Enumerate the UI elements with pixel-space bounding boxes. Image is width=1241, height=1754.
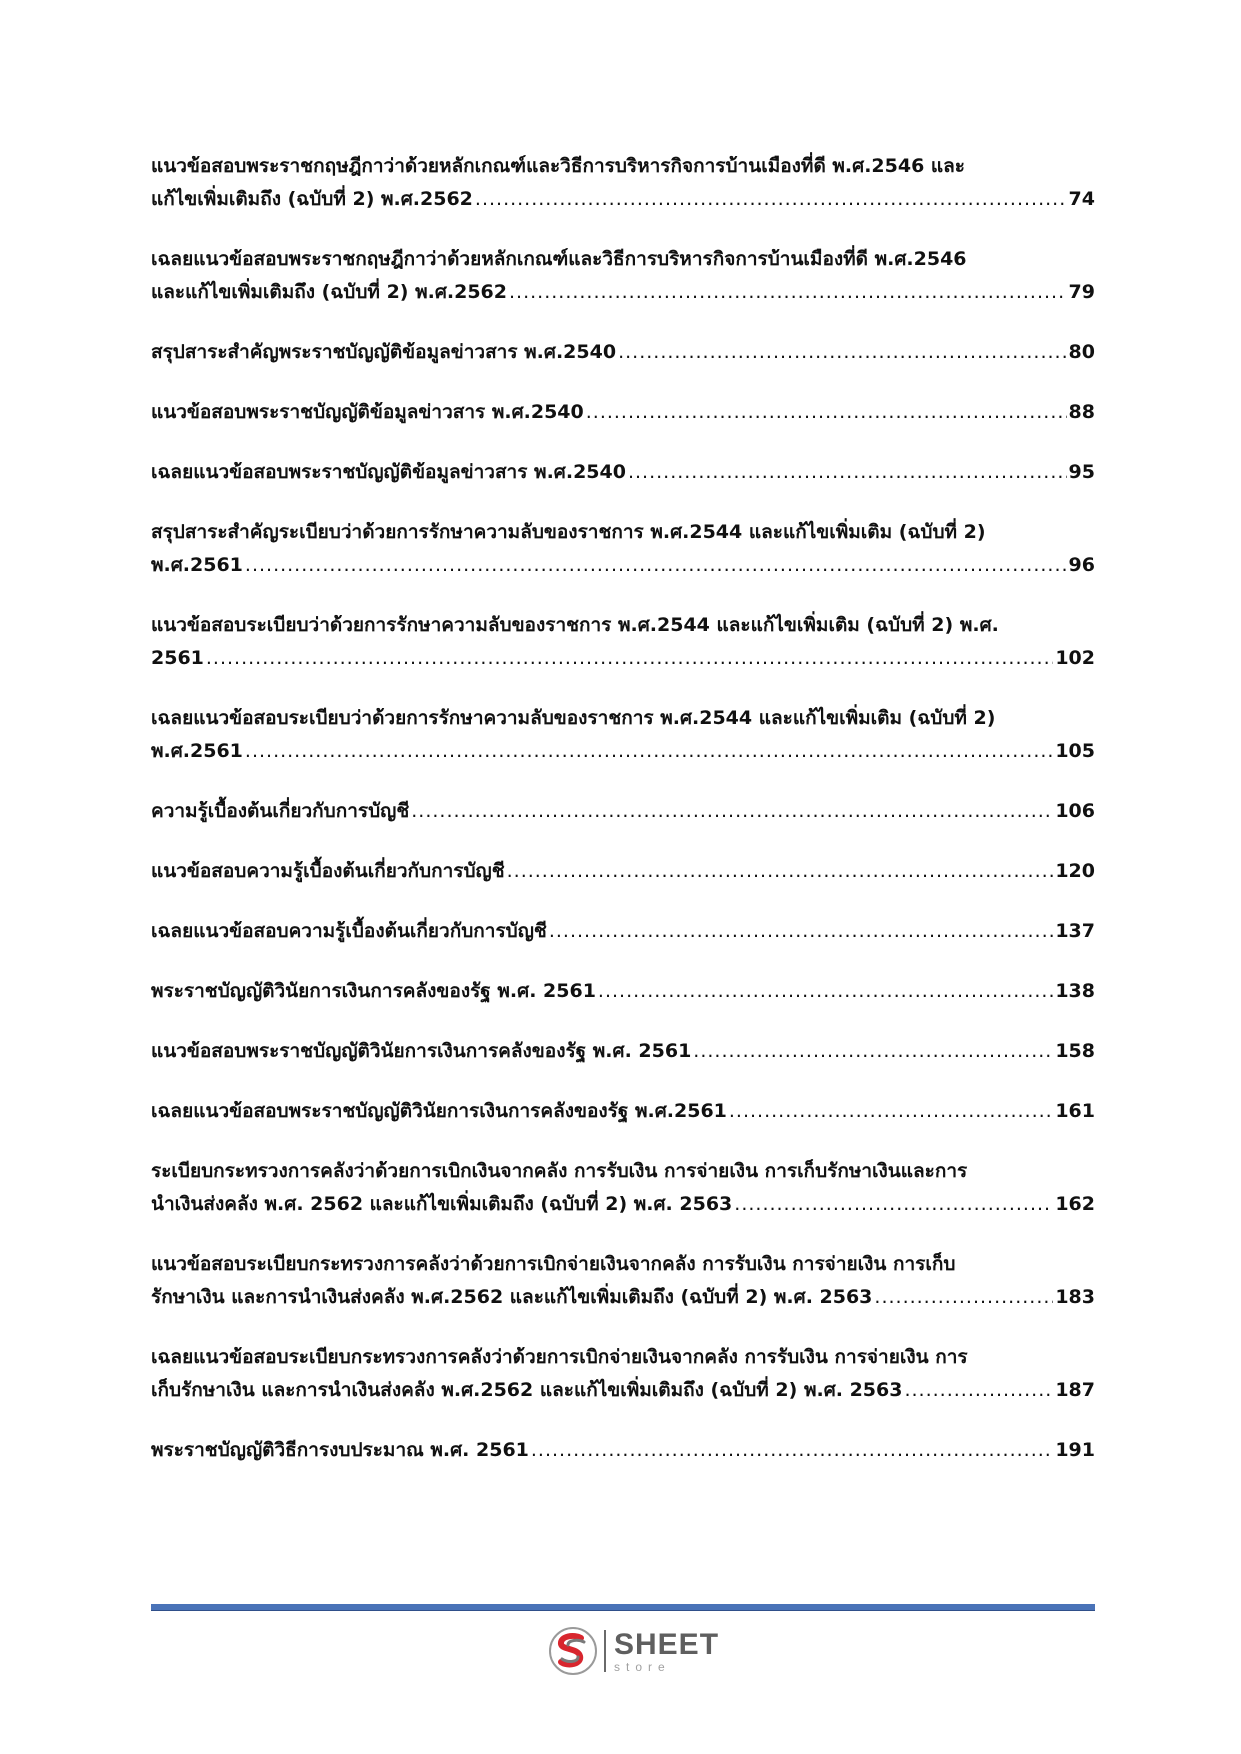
logo-sub-text: store xyxy=(614,1659,671,1674)
toc-page-number: 105 xyxy=(1055,740,1095,762)
toc-entry[interactable] xyxy=(151,336,1095,369)
toc-page-number: 161 xyxy=(1055,1100,1095,1122)
toc-entry[interactable] xyxy=(151,915,1095,948)
toc-page-number: 191 xyxy=(1055,1439,1095,1461)
logo-wordmark xyxy=(614,1627,720,1674)
dot-leader xyxy=(618,336,1066,369)
toc-entry[interactable] xyxy=(151,855,1095,888)
toc-entry[interactable] xyxy=(151,975,1095,1008)
toc-entry[interactable] xyxy=(151,1155,1095,1221)
toc-entry-title-line1: เฉลยแนวข้อสอบระเบียบว่าด้วยการรักษาความลับของราชการ พ.ศ.2544 และแก้ไขเพิ่มเติม (ฉบับที่ 2) xyxy=(151,707,996,729)
sheet-store-s-icon xyxy=(548,1626,598,1676)
toc-page-number: 96 xyxy=(1068,554,1095,576)
toc-entry[interactable] xyxy=(151,150,1095,216)
dot-leader xyxy=(904,1374,1053,1407)
toc-entry-title: เฉลยแนวข้อสอบพระราชบัญญัติวินัยการเงินการคลังของรัฐ พ.ศ.2561 xyxy=(151,1100,727,1122)
toc-entry-title: เฉลยแนวข้อสอบความรู้เบื้องต้นเกี่ยวกับการบัญชี xyxy=(151,920,547,942)
toc-page-number: 138 xyxy=(1055,980,1095,1002)
toc-entry[interactable] xyxy=(151,609,1095,675)
toc-entry-title: พระราชบัญญัติวิธีการงบประมาณ พ.ศ. 2561 xyxy=(151,1439,529,1461)
footer-rule xyxy=(151,1604,1095,1611)
dot-leader xyxy=(206,642,1053,675)
toc-page-number: 183 xyxy=(1055,1286,1095,1308)
toc-entry-title: ความรู้เบื้องต้นเกี่ยวกับการบัญชี xyxy=(151,800,410,822)
toc-page-number: 137 xyxy=(1055,920,1095,942)
toc-entry[interactable] xyxy=(151,702,1095,768)
toc-entry-title: แนวข้อสอบพระราชบัญญัติข้อมูลข่าวสาร พ.ศ.2540 xyxy=(151,401,584,423)
toc-entry[interactable] xyxy=(151,1035,1095,1068)
dot-leader xyxy=(693,1035,1053,1068)
toc-page-number: 79 xyxy=(1068,281,1095,303)
toc-page-number: 158 xyxy=(1055,1040,1095,1062)
toc-entry[interactable] xyxy=(151,456,1095,489)
toc-page-number: 74 xyxy=(1068,188,1095,210)
toc-entry[interactable] xyxy=(151,1341,1095,1407)
toc-entry-title: เฉลยแนวข้อสอบพระราชบัญญัติข้อมูลข่าวสาร พ.ศ.2540 xyxy=(151,461,626,483)
toc-page-number: 88 xyxy=(1068,401,1095,423)
toc-page-number: 95 xyxy=(1068,461,1095,483)
dot-leader xyxy=(531,1434,1053,1467)
dot-leader xyxy=(245,735,1053,768)
toc-entry[interactable] xyxy=(151,1248,1095,1314)
toc-entry-title: 2561 xyxy=(151,647,204,669)
footer-logo xyxy=(548,1626,719,1676)
dot-leader xyxy=(874,1281,1053,1314)
dot-leader xyxy=(628,456,1067,489)
toc-entry-title: พ.ศ.2561 xyxy=(151,740,243,762)
dot-leader xyxy=(586,396,1067,429)
toc-entry[interactable] xyxy=(151,396,1095,429)
toc-entry-title: พระราชบัญญัติวินัยการเงินการคลังของรัฐ พ.ศ. 2561 xyxy=(151,980,596,1002)
toc-page-number: 120 xyxy=(1055,860,1095,882)
toc-entry-title-line1: แนวข้อสอบระเบียบว่าด้วยการรักษาความลับของราชการ พ.ศ.2544 และแก้ไขเพิ่มเติม (ฉบับที่ 2) พ.ศ. xyxy=(151,614,999,636)
toc-page-number: 162 xyxy=(1055,1193,1095,1215)
toc-entry[interactable] xyxy=(151,1095,1095,1128)
dot-leader xyxy=(507,855,1054,888)
toc-entry-title: และแก้ไขเพิ่มเติมถึง (ฉบับที่ 2) พ.ศ.2562 xyxy=(151,281,507,303)
dot-leader xyxy=(475,183,1067,216)
table-of-contents xyxy=(151,150,1095,1494)
logo-main-text: SHEET xyxy=(614,1627,720,1661)
toc-entry-title-line1: เฉลยแนวข้อสอบพระราชกฤษฎีกาว่าด้วยหลักเกณฑ์และวิธีการบริหารกิจการบ้านเมืองที่ดี พ.ศ.2546 xyxy=(151,248,967,270)
logo-separator xyxy=(604,1630,606,1672)
toc-entry-title-line1: ระเบียบกระทรวงการคลังว่าด้วยการเบิกเงินจากคลัง การรับเงิน การจ่ายเงิน การเก็บรักษาเงินและการ xyxy=(151,1160,968,1182)
dot-leader xyxy=(509,276,1067,309)
dot-leader xyxy=(411,795,1053,828)
toc-page-number: 80 xyxy=(1068,341,1095,363)
toc-entry-title-line1: เฉลยแนวข้อสอบระเบียบกระทรวงการคลังว่าด้วยการเบิกจ่ายเงินจากคลัง การรับเงิน การจ่ายเงิน การ xyxy=(151,1346,968,1368)
toc-entry-title: เก็บรักษาเงิน และการนำเงินส่งคลัง พ.ศ.2562 และแก้ไขเพิ่มเติมถึง (ฉบับที่ 2) พ.ศ. 2563 xyxy=(151,1379,903,1401)
toc-entry-title: แนวข้อสอบความรู้เบื้องต้นเกี่ยวกับการบัญชี xyxy=(151,860,505,882)
toc-entry-title: รักษาเงิน และการนำเงินส่งคลัง พ.ศ.2562 และแก้ไขเพิ่มเติมถึง (ฉบับที่ 2) พ.ศ. 2563 xyxy=(151,1286,873,1308)
dot-leader xyxy=(729,1095,1053,1128)
toc-entry[interactable] xyxy=(151,516,1095,582)
toc-entry[interactable] xyxy=(151,795,1095,828)
dot-leader xyxy=(734,1188,1053,1221)
toc-entry-title: สรุปสาระสำคัญพระราชบัญญัติข้อมูลข่าวสาร พ.ศ.2540 xyxy=(151,341,617,363)
toc-entry[interactable] xyxy=(151,1434,1095,1467)
toc-entry-title: พ.ศ.2561 xyxy=(151,554,243,576)
toc-entry-title-line1: แนวข้อสอบระเบียบกระทรวงการคลังว่าด้วยการเบิกจ่ายเงินจากคลัง การรับเงิน การจ่ายเงิน การเก็บ xyxy=(151,1253,956,1275)
toc-entry-title: นำเงินส่งคลัง พ.ศ. 2562 และแก้ไขเพิ่มเติมถึง (ฉบับที่ 2) พ.ศ. 2563 xyxy=(151,1193,733,1215)
dot-leader xyxy=(598,975,1053,1008)
toc-entry-title: แนวข้อสอบพระราชบัญญัติวินัยการเงินการคลังของรัฐ พ.ศ. 2561 xyxy=(151,1040,692,1062)
toc-entry-title-line1: แนวข้อสอบพระราชกฤษฎีกาว่าด้วยหลักเกณฑ์และวิธีการบริหารกิจการบ้านเมืองที่ดี พ.ศ.2546 และ xyxy=(151,155,966,177)
toc-page-number: 102 xyxy=(1055,647,1095,669)
toc-page-number: 106 xyxy=(1055,800,1095,822)
toc-entry-title: แก้ไขเพิ่มเติมถึง (ฉบับที่ 2) พ.ศ.2562 xyxy=(151,188,473,210)
dot-leader xyxy=(549,915,1054,948)
toc-entry-title-line1: สรุปสาระสำคัญระเบียบว่าด้วยการรักษาความลับของราชการ พ.ศ.2544 และแก้ไขเพิ่มเติม (ฉบับที่ 2) xyxy=(151,521,986,543)
dot-leader xyxy=(245,549,1067,582)
toc-page-number: 187 xyxy=(1055,1379,1095,1401)
toc-entry[interactable] xyxy=(151,243,1095,309)
